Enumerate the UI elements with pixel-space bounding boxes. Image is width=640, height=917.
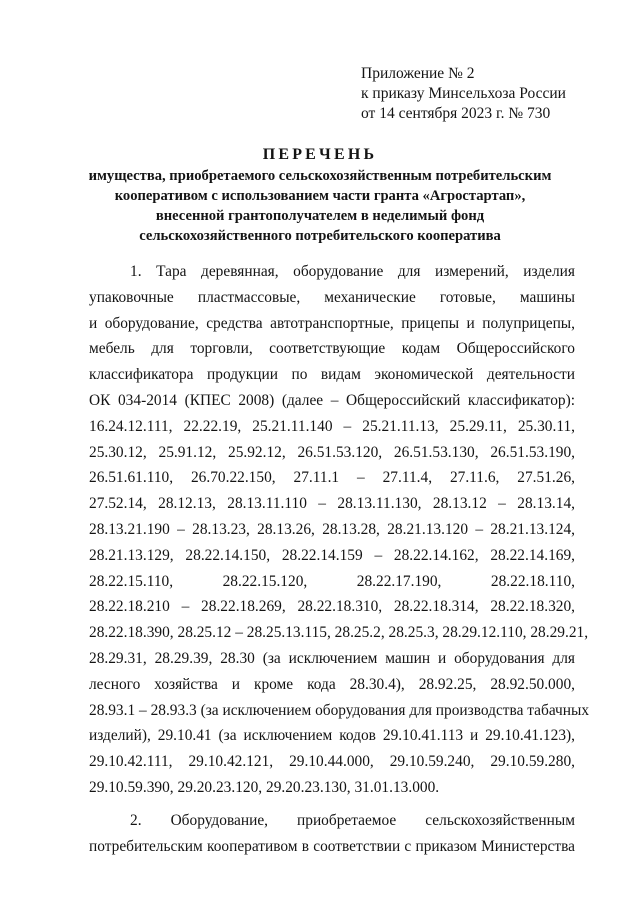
paragraph-line: 25.30.12, 25.91.12, 25.92.12, 26.51.53.120, 26.51.53.130, 26.51.53.190, (89, 443, 575, 461)
paragraph-line: и оборудование, средства автотранспортные, прицепы и полуприцепы, (89, 314, 575, 332)
appendix-order-date: от 14 сентября 2023 г. № 730 (361, 105, 551, 122)
paragraph-line: упаковочные пластмассовые, механические готовые, машины (89, 288, 575, 306)
paragraph-line: ОК 034-2014 (КПЕС 2008) (далее – Общероссийский классификатор): (89, 391, 575, 409)
paragraph-2 (89, 808, 575, 860)
paragraph-line: классификатора продукции по видам экономической деятельности (89, 366, 575, 384)
paragraph-line: 28.22.15.110, 28.22.15.120, 28.22.17.190, 28.22.18.110, (89, 572, 575, 590)
paragraph-line: 29.10.59.390, 29.20.23.120, 29.20.23.130, 31.01.13.000. (89, 778, 440, 796)
appendix-order-ref: к приказу Минсельхоза России (361, 85, 566, 102)
paragraph-line: потребительским кооперативом в соответствии с приказом Министерства (89, 837, 575, 855)
paragraph-line: лесного хозяйства и кроме кода 28.30.4), 28.92.25, 28.92.50.000, (89, 675, 575, 693)
paragraph-line: 28.93.1 – 28.93.3 (за исключением оборудования для производства табачных (89, 701, 590, 719)
paragraph-line: 28.22.18.210 – 28.22.18.269, 28.22.18.310, 28.22.18.314, 28.22.18.320, (89, 598, 575, 616)
subtitle-line: кооперативом с использованием части гранта «Агростартап», (114, 188, 526, 204)
paragraph-line: 28.21.13.129, 28.22.14.150, 28.22.14.159 – 28.22.14.162, 28.22.14.169, (89, 546, 575, 564)
paragraph-1 (89, 259, 590, 801)
appendix-header (361, 64, 566, 124)
subtitle-line: внесенной грантополучателем в неделимый фонд (155, 208, 485, 224)
paragraph-line: 1. Тара деревянная, оборудование для измерений, изделия (130, 263, 575, 280)
paragraph-line: 28.29.31, 28.29.39, 28.30 (за исключением машин и оборудования для (89, 649, 575, 667)
subtitle-line: сельскохозяйственного потребительского кооператива (139, 228, 501, 244)
paragraph-line: 29.10.42.111, 29.10.42.121, 29.10.44.000, 29.10.59.240, 29.10.59.280, (89, 753, 575, 771)
paragraph-line: 27.52.14, 28.12.13, 28.13.11.110 – 28.13.11.130, 28.13.12 – 28.13.14, (89, 495, 575, 513)
paragraph-line: 2. Оборудование, приобретаемое сельскохозяйственным (130, 812, 575, 829)
paragraph-line: 28.13.21.190 – 28.13.23, 28.13.26, 28.13.28, 28.21.13.120 – 28.21.13.124, (89, 520, 575, 538)
paragraph-line: 28.22.18.390, 28.25.12 – 28.25.13.115, 28.25.2, 28.25.3, 28.29.12.110, 28.29.21, (89, 624, 589, 642)
appendix-number: Приложение № 2 (361, 65, 475, 82)
paragraph-line: изделий), 29.10.41 (за исключением кодов 29.10.41.113 и 29.10.41.123), (89, 727, 575, 745)
paragraph-line: 16.24.12.111, 22.22.19, 25.21.11.140 – 25.21.11.13, 25.29.11, 25.30.11, (89, 417, 575, 435)
document-title: ПЕРЕЧЕНЬ (262, 146, 378, 163)
paragraph-line: мебель для торговли, соответствующие кодам Общероссийского (89, 340, 575, 358)
document-subtitle (60, 166, 580, 246)
paragraph-line: 26.51.61.110, 26.70.22.150, 27.11.1 – 27.11.4, 27.11.6, 27.51.26, (89, 469, 575, 487)
subtitle-line: имущества, приобретаемого сельскохозяйственным потребительским (88, 168, 552, 184)
